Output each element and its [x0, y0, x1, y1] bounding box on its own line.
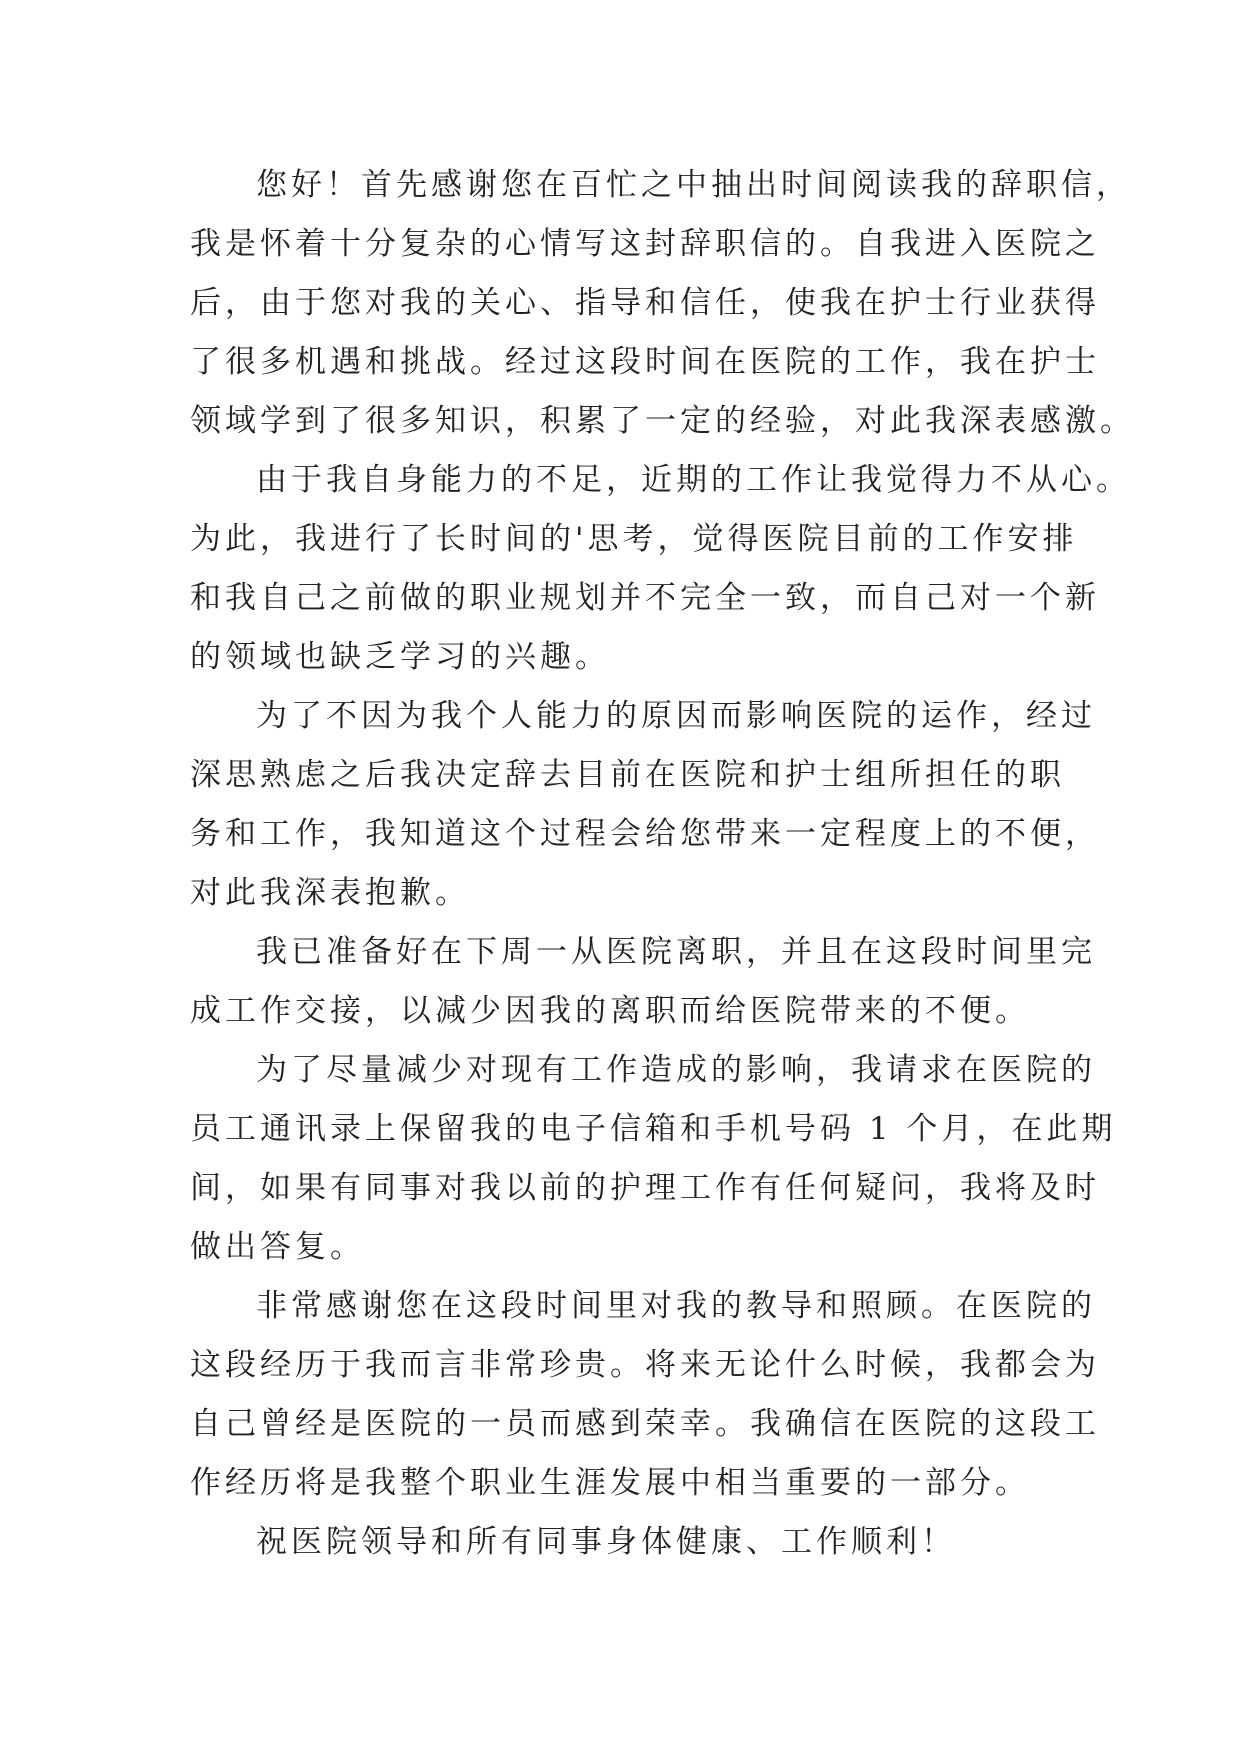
letter-line: 领域学到了很多知识，积累了一定的经验，对此我深表感激。	[190, 403, 1135, 439]
letter-line: 我已准备好在下周一从医院离职，并且在这段时间里完	[256, 934, 1096, 970]
letter-line: 为此，我进行了长时间的'思考，觉得医院目前的工作安排	[190, 521, 1078, 557]
letter-line: 成工作交接，以减少因我的离职而给医院带来的不便。	[190, 993, 1030, 1029]
letter-line: 和我自己之前做的职业规划并不完全一致，而自己对一个新	[190, 580, 1100, 616]
letter-line: 为了不因为我个人能力的原因而影响医院的运作，经过	[256, 698, 1096, 734]
letter-line: 自己曾经是医院的一员而感到荣幸。我确信在医院的这段工	[190, 1406, 1100, 1442]
letter-line: 的领域也缺乏学习的兴趣。	[190, 639, 610, 675]
letter-line: 这段经历于我而言非常珍贵。将来无论什么时候，我都会为	[190, 1347, 1100, 1383]
letter-line: 对此我深表抱歉。	[190, 875, 470, 911]
letter-line: 务和工作，我知道这个过程会给您带来一定程度上的不便，	[190, 816, 1100, 852]
letter-line: 为了尽量减少对现有工作造成的影响，我请求在医院的	[256, 1052, 1096, 1088]
letter-line: 后，由于您对我的关心、指导和信任，使我在护士行业获得	[190, 285, 1100, 321]
letter-line: 我是怀着十分复杂的心情写这封辞职信的。自我进入医院之	[190, 226, 1100, 262]
letter-line: 非常感谢您在这段时间里对我的教导和照顾。在医院的	[256, 1288, 1096, 1324]
letter-line: 由于我自身能力的不足，近期的工作让我觉得力不从心。	[256, 462, 1131, 498]
letter-line: 作经历将是我整个职业生涯发展中相当重要的一部分。	[190, 1465, 1030, 1501]
letter-body	[190, 156, 1135, 1572]
letter-line: 了很多机遇和挑战。经过这段时间在医院的工作，我在护士	[190, 344, 1100, 380]
letter-line: 祝医院领导和所有同事身体健康、工作顺利！	[256, 1524, 956, 1560]
letter-line: 您好！首先感谢您在百忙之中抽出时间阅读我的辞职信，	[256, 167, 1131, 203]
letter-line: 间，如果有同事对我以前的护理工作有任何疑问，我将及时	[190, 1170, 1100, 1206]
letter-line: 深思熟虑之后我决定辞去目前在医院和护士组所担任的职	[190, 757, 1065, 793]
letter-line: 做出答复。	[190, 1229, 365, 1265]
letter-line: 员工通讯录上保留我的电子信箱和手机号码 1 个月，在此期	[190, 1111, 1117, 1147]
